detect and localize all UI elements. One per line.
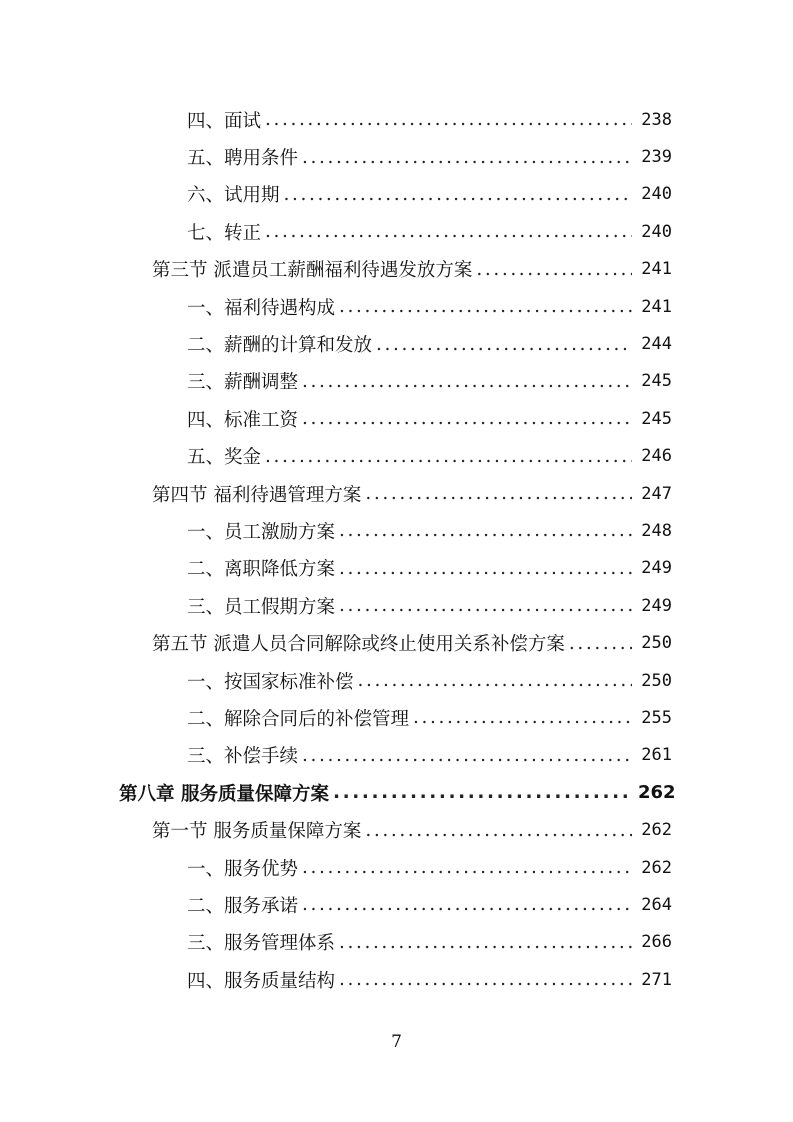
toc-leader-dots bbox=[265, 446, 632, 467]
toc-entry-page-number: 239 bbox=[641, 147, 672, 168]
toc-entry-item[interactable] bbox=[0, 363, 793, 400]
toc-leader-dots bbox=[365, 483, 632, 504]
toc-entry-page-number: 241 bbox=[641, 296, 672, 317]
toc-entry-page-number: 244 bbox=[641, 334, 672, 355]
toc-leader-dots bbox=[339, 969, 632, 990]
toc-entry-item[interactable] bbox=[0, 213, 793, 250]
toc-entry-title: 第八章 服务质量保障方案 bbox=[119, 783, 329, 805]
toc-entry-title: 三、员工假期方案 bbox=[187, 596, 336, 618]
toc-entry-page-number: 248 bbox=[641, 520, 672, 541]
toc-entry-page-number: 261 bbox=[641, 745, 672, 766]
toc-entry-item[interactable] bbox=[0, 587, 793, 624]
toc-leader-dots bbox=[365, 820, 632, 841]
toc-entry-title: 一、员工激励方案 bbox=[187, 521, 336, 543]
toc-entry-page-number: 245 bbox=[641, 408, 672, 429]
toc-entry-item[interactable] bbox=[0, 924, 793, 961]
toc-entry-page-number: 241 bbox=[641, 259, 672, 280]
page-number: 7 bbox=[391, 1032, 402, 1052]
toc-entry-page-number: 240 bbox=[641, 221, 672, 242]
toc-leader-dots bbox=[302, 894, 632, 915]
toc-entry-item[interactable] bbox=[0, 662, 793, 699]
toc-entry-page-number: 262 bbox=[638, 782, 676, 804]
toc-entry-item[interactable] bbox=[0, 849, 793, 886]
toc-entry-page-number: 249 bbox=[641, 595, 672, 616]
toc-leader-dots bbox=[265, 109, 632, 130]
toc-entry-title: 三、服务管理体系 bbox=[187, 933, 336, 955]
toc-entry-title: 二、服务承诺 bbox=[187, 895, 299, 917]
toc-entry-item[interactable] bbox=[0, 550, 793, 587]
toc-entry-section[interactable] bbox=[0, 624, 793, 661]
toc-leader-dots bbox=[333, 782, 632, 803]
toc-entry-title: 七、转正 bbox=[187, 222, 262, 244]
toc-entry-item[interactable] bbox=[0, 699, 793, 736]
toc-leader-dots bbox=[284, 184, 632, 205]
table-of-contents bbox=[0, 101, 793, 998]
toc-leader-dots bbox=[569, 633, 632, 654]
toc-entry-page-number: 238 bbox=[641, 109, 672, 130]
toc-entry-item[interactable] bbox=[0, 325, 793, 362]
toc-entry-section[interactable] bbox=[0, 251, 793, 288]
toc-leader-dots bbox=[413, 707, 632, 728]
toc-entry-page-number: 264 bbox=[641, 894, 672, 915]
toc-entry-item[interactable] bbox=[0, 438, 793, 475]
toc-entry-item[interactable] bbox=[0, 961, 793, 998]
toc-entry-page-number: 266 bbox=[641, 932, 672, 953]
toc-leader-dots bbox=[302, 408, 632, 429]
toc-entry-title: 第四节 福利待遇管理方案 bbox=[152, 484, 362, 506]
toc-entry-title: 第三节 派遣员工薪酬福利待遇发放方案 bbox=[152, 260, 473, 282]
toc-leader-dots bbox=[376, 334, 632, 355]
toc-entry-page-number: 246 bbox=[641, 446, 672, 467]
toc-leader-dots bbox=[339, 932, 632, 953]
toc-leader-dots bbox=[302, 371, 632, 392]
toc-entry-chapter[interactable] bbox=[0, 774, 793, 811]
toc-leader-dots bbox=[339, 558, 632, 579]
toc-entry-title: 第五节 派遣人员合同解除或终止使用关系补偿方案 bbox=[152, 634, 565, 656]
toc-leader-dots bbox=[339, 520, 632, 541]
toc-leader-dots bbox=[302, 857, 632, 878]
toc-leader-dots bbox=[302, 147, 632, 168]
toc-entry-title: 一、按国家标准补偿 bbox=[187, 671, 354, 693]
toc-entry-item[interactable] bbox=[0, 400, 793, 437]
toc-entry-page-number: 262 bbox=[641, 820, 672, 841]
toc-leader-dots bbox=[339, 595, 632, 616]
toc-entry-title: 一、福利待遇构成 bbox=[187, 297, 336, 319]
toc-entry-title: 三、薪酬调整 bbox=[187, 372, 299, 394]
toc-entry-item[interactable] bbox=[0, 512, 793, 549]
toc-entry-title: 五、奖金 bbox=[187, 447, 262, 469]
toc-entry-page-number: 262 bbox=[641, 857, 672, 878]
toc-entry-page-number: 271 bbox=[641, 969, 672, 990]
toc-entry-item[interactable] bbox=[0, 138, 793, 175]
toc-entry-page-number: 250 bbox=[641, 670, 672, 691]
toc-entry-title: 二、离职降低方案 bbox=[187, 559, 336, 581]
toc-entry-title: 三、补偿手续 bbox=[187, 746, 299, 768]
toc-entry-item[interactable] bbox=[0, 288, 793, 325]
toc-entry-page-number: 245 bbox=[641, 371, 672, 392]
toc-entry-title: 四、服务质量结构 bbox=[187, 970, 336, 992]
toc-leader-dots bbox=[476, 259, 632, 280]
toc-entry-page-number: 249 bbox=[641, 558, 672, 579]
toc-entry-item[interactable] bbox=[0, 176, 793, 213]
toc-entry-page-number: 250 bbox=[641, 633, 672, 654]
toc-entry-title: 四、面试 bbox=[187, 110, 262, 132]
toc-entry-section[interactable] bbox=[0, 811, 793, 848]
toc-leader-dots bbox=[302, 745, 632, 766]
toc-entry-title: 二、解除合同后的补偿管理 bbox=[187, 708, 410, 730]
toc-entry-item[interactable] bbox=[0, 101, 793, 138]
toc-entry-title: 一、服务优势 bbox=[187, 858, 299, 880]
toc-entry-page-number: 247 bbox=[641, 483, 672, 504]
toc-leader-dots bbox=[339, 296, 632, 317]
toc-entry-page-number: 240 bbox=[641, 184, 672, 205]
toc-entry-item[interactable] bbox=[0, 737, 793, 774]
toc-entry-title: 二、薪酬的计算和发放 bbox=[187, 335, 373, 357]
toc-leader-dots bbox=[265, 221, 632, 242]
toc-entry-title: 六、试用期 bbox=[187, 185, 280, 207]
toc-entry-item[interactable] bbox=[0, 886, 793, 923]
toc-entry-title: 四、标准工资 bbox=[187, 409, 299, 431]
toc-entry-section[interactable] bbox=[0, 475, 793, 512]
toc-entry-title: 五、聘用条件 bbox=[187, 148, 299, 170]
toc-entry-page-number: 255 bbox=[641, 707, 672, 728]
toc-entry-title: 第一节 服务质量保障方案 bbox=[152, 821, 362, 843]
toc-leader-dots bbox=[358, 670, 632, 691]
